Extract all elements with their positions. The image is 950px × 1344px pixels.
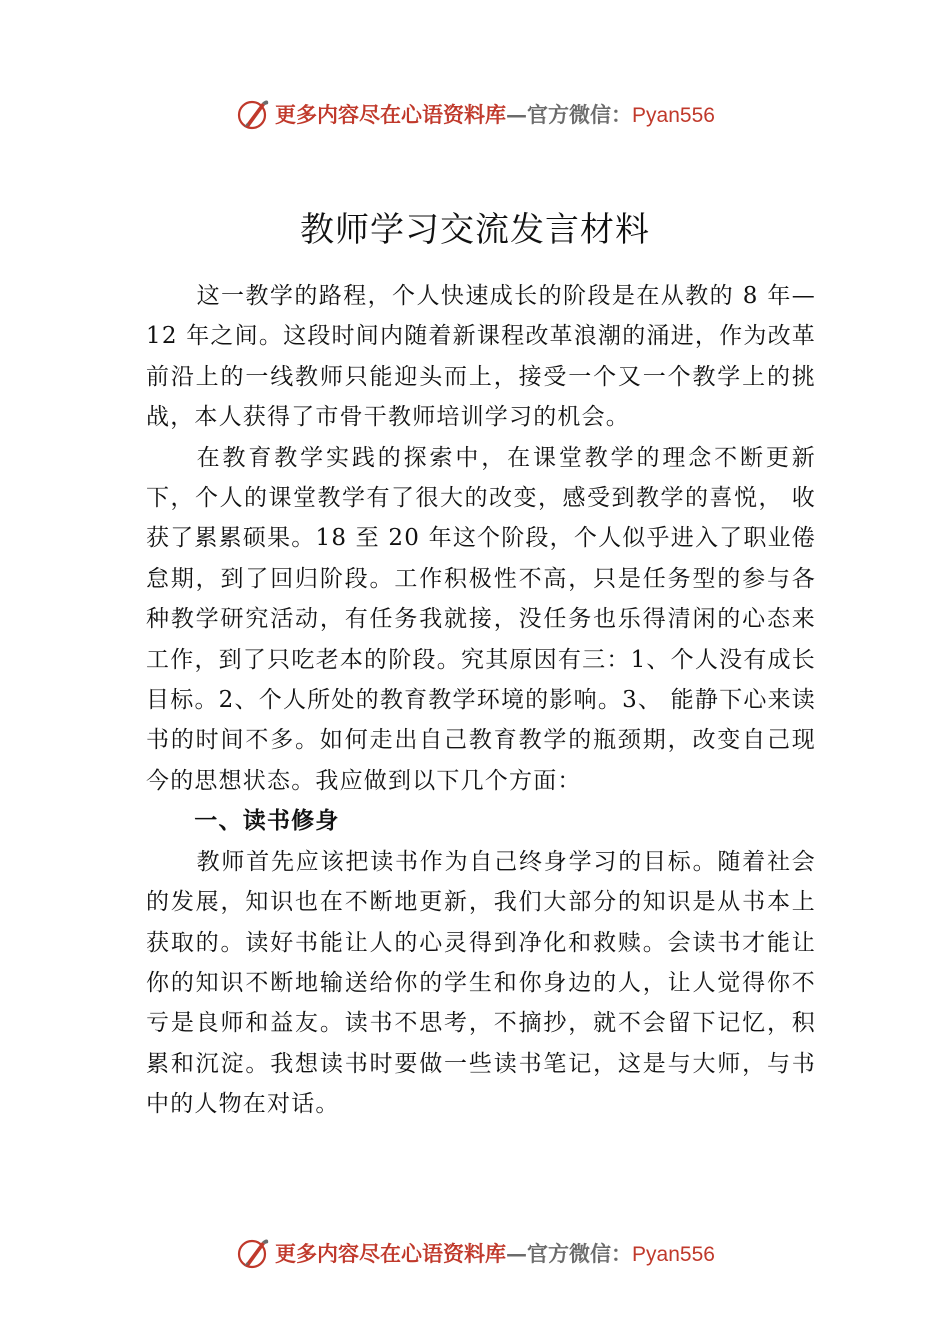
paragraph-1: 这一教学的路程，个人快速成长的阶段是在从教的 8 年—12 年之间。这段时间内随着新课程改革浪潮的涌进，作为改革前沿上的一线教师只能迎头而上，接受一个又一个教学上的挑战，本人获得了市骨干教师培训学习的机会。	[146, 283, 816, 431]
header-banner-text	[275, 99, 715, 129]
header-brand-text: 更多内容尽在心语资料库	[275, 102, 507, 127]
quill-pen-logo-icon	[235, 1235, 271, 1271]
header-banner	[0, 92, 950, 136]
footer-banner	[0, 1231, 950, 1275]
footer-banner-text	[275, 1238, 715, 1268]
paragraph-3: 教师首先应该把读书作为自己终身学习的目标。随着社会的发展，知识也在不断地更新，我们大部分的知识是从书本上获取的。读好书能让人的心灵得到净化和救赎。会读书才能让你的知识不断地输送给你的学生和你身边的人，让人觉得你不亏是良师和益友。读书不思考，不摘抄，就不会留下记忆，积累和沉淀。我想读书时要做一些读书笔记，这是与大师，与书中的人物在对话。	[146, 848, 816, 1118]
quill-pen-logo-icon	[235, 96, 271, 132]
header-wechat-id: Pyan556	[632, 104, 715, 127]
document-body	[146, 276, 816, 1125]
footer-dash-text: —官方微信：	[506, 1241, 633, 1266]
paragraph-2: 在教育教学实践的探索中，在课堂教学的理念不断更新下，个人的课堂教学有了很大的改变，感受到教学的喜悦， 收获了累累硕果。18 至 20 年这个阶段，个人似乎进入了职业倦怠期，到了回归阶段。工作积极性不高，只是任务型的参与各种教学研究活动，有任务我就接，没任务也乐得清闲的心态来工作，到了只吃老本的阶段。究其原因有三：1、个人没有成长目标。2、个人所处的教育教学环境的影响。3、 能静下心来读书的时间不多。如何走出自己教育教学的瓶颈期，改变自己现今的思想状态。我应做到以下几个方面：	[146, 444, 816, 794]
header-dash-text: —官方微信：	[506, 102, 633, 127]
section-1-heading: 一、读书修身	[194, 808, 340, 835]
footer-brand-text: 更多内容尽在心语资料库	[275, 1241, 507, 1266]
footer-wechat-id: Pyan556	[632, 1243, 715, 1266]
document-title: 教师学习交流发言材料	[300, 209, 650, 250]
